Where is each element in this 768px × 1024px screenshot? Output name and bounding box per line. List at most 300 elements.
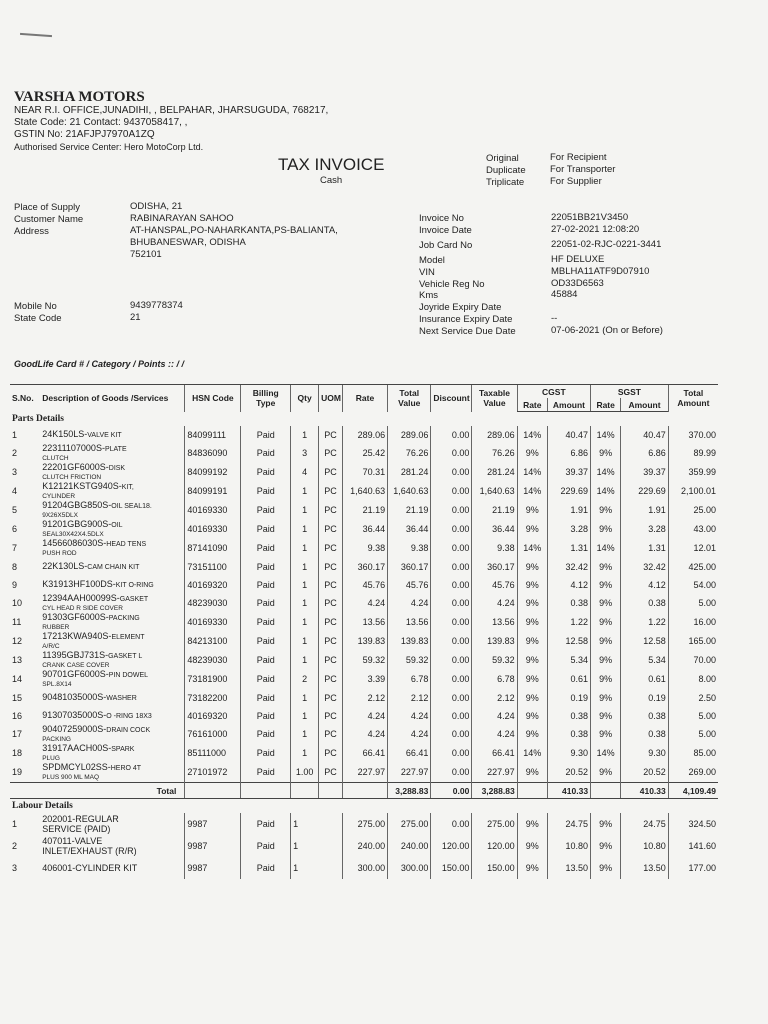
item-sno: 16	[12, 710, 23, 721]
item-cgst-rate: 9%	[517, 594, 547, 613]
item-description	[40, 613, 185, 632]
item-part-code: 91307035000S-	[42, 710, 107, 720]
joyride-label: Joyride Expiry Date	[419, 302, 502, 314]
item-discount: 0.00	[431, 426, 472, 444]
item-billing-type: Paid	[241, 463, 291, 482]
item-discount: 0.00	[431, 725, 472, 744]
place-label: Place of Supply	[14, 202, 81, 213]
item-rate: 139.83	[342, 632, 387, 651]
labour-description	[40, 857, 185, 879]
item-sgst-amount: 6.86	[621, 444, 668, 463]
item-description-line2: SERVICE (PAID)	[42, 824, 111, 834]
labour-total-value: 240.00	[388, 835, 431, 857]
labour-cgst-amount: 13.50	[547, 857, 590, 879]
item-total-value: 45.76	[388, 576, 431, 594]
item-rate: 4.24	[342, 707, 387, 725]
item-part-name: PLATE	[104, 446, 127, 453]
item-sno: 11	[12, 617, 22, 627]
col-uom: UOM	[319, 385, 343, 412]
item-discount: 0.00	[431, 707, 472, 725]
item-uom: PC	[319, 594, 343, 613]
customer-name-label: Customer Name	[14, 214, 84, 225]
item-part-code: 14566086030S-	[42, 539, 107, 548]
table-row	[10, 444, 718, 463]
item-part-name: GASKET	[119, 596, 149, 603]
item-cgst-rate: 9%	[517, 725, 547, 744]
item-hsn: 76161000	[185, 725, 241, 744]
labour-uom-blank	[319, 857, 343, 879]
table-row	[10, 576, 718, 594]
item-uom: PC	[319, 463, 343, 482]
item-hsn: 40169330	[185, 613, 241, 632]
total-blank	[319, 783, 343, 799]
item-sgst-amount: 0.38	[621, 594, 668, 613]
item-cgst-rate: 14%	[517, 744, 547, 763]
item-sgst-rate: 9%	[591, 651, 621, 670]
invoice-title: TAX INVOICE	[278, 155, 385, 174]
item-part-code: 91201GBG900S-	[42, 520, 112, 529]
item-discount: 0.00	[431, 594, 472, 613]
labour-qty: 1	[291, 835, 319, 857]
labour-total-amount: 324.50	[668, 813, 718, 835]
item-part-name: PIN DOWEL	[108, 672, 149, 679]
item-rate: 227.97	[342, 763, 387, 783]
item-billing-type: Paid	[241, 689, 291, 707]
item-hsn: 27101972	[185, 763, 241, 783]
total-blank	[291, 783, 319, 799]
item-part-code: K12121KSTG940S-	[42, 482, 122, 491]
item-rate: 289.06	[342, 426, 387, 444]
item-total-amount: 425.00	[668, 558, 718, 576]
table-row	[10, 689, 718, 707]
total-taxable: 3,288.83	[472, 783, 517, 799]
place-value: ODISHA, 21	[130, 201, 183, 212]
item-cgst-amount: 1.91	[547, 501, 590, 520]
labour-sgst-rate: 9%	[591, 813, 621, 835]
item-sgst-amount: 1.22	[621, 613, 668, 632]
item-uom: PC	[319, 558, 343, 576]
item-total-value: 1,640.63	[388, 482, 431, 501]
labour-total-amount: 141.60	[668, 835, 718, 857]
item-part-name: DISK	[108, 465, 126, 472]
table-header-row	[10, 385, 718, 399]
col-cgst-rate: Rate	[517, 398, 547, 412]
labour-sgst-rate: 9%	[591, 835, 621, 857]
item-discount: 0.00	[431, 613, 472, 632]
col-sgst: SGST	[591, 385, 669, 399]
item-uom: PC	[319, 689, 343, 707]
item-hsn: 87141090	[185, 539, 241, 558]
item-description	[40, 670, 185, 689]
item-total-value: 59.32	[388, 651, 431, 670]
item-total-amount: 85.00	[668, 744, 718, 763]
item-cgst-amount: 0.19	[547, 689, 590, 707]
address-label: Address	[14, 226, 49, 237]
item-taxable-value: 76.26	[472, 444, 517, 463]
item-taxable-value: 360.17	[472, 558, 517, 576]
item-sgst-amount: 4.12	[621, 576, 668, 594]
labour-rate: 300.00	[342, 857, 387, 879]
item-cgst-amount: 32.42	[547, 558, 590, 576]
item-total-amount: 43.00	[668, 520, 718, 539]
item-description	[40, 426, 185, 444]
item-uom: PC	[319, 651, 343, 670]
item-cgst-rate: 9%	[517, 558, 547, 576]
copy-purpose: For Recipient	[550, 152, 607, 163]
item-sgst-amount: 32.42	[621, 558, 668, 576]
item-qty: 1	[291, 520, 319, 539]
table-row	[10, 482, 718, 501]
address-line3: 752101	[130, 249, 162, 260]
item-sgst-amount: 0.61	[621, 670, 668, 689]
copy-purposes	[550, 152, 615, 188]
item-cgst-amount: 1.22	[547, 613, 590, 632]
item-sgst-rate: 9%	[591, 520, 621, 539]
col-qty: Qty	[291, 385, 319, 412]
table-row	[10, 725, 718, 744]
item-sgst-rate: 9%	[591, 594, 621, 613]
labour-description	[40, 835, 185, 857]
item-discount: 0.00	[431, 463, 472, 482]
customer-name-value: RABINARAYAN SAHOO	[130, 213, 234, 224]
item-billing-type: Paid	[241, 576, 291, 594]
item-total-value: 2.12	[388, 689, 431, 707]
item-total-value: 4.24	[388, 725, 431, 744]
item-sno: 15	[12, 692, 23, 703]
total-blank	[241, 783, 291, 799]
item-sgst-rate: 9%	[591, 670, 621, 689]
vin-label: VIN	[419, 266, 435, 278]
copy-labels	[486, 153, 526, 189]
item-part-name-line2: SEAL30X42X4.5DLX	[42, 531, 104, 538]
parts-section-row	[10, 412, 718, 427]
item-sgst-amount: 229.69	[621, 482, 668, 501]
col-billing-type: Billing Type	[241, 385, 291, 412]
item-part-name-line2: PUSH ROD	[42, 550, 77, 557]
item-description	[40, 632, 185, 651]
item-hsn: 48239030	[185, 651, 241, 670]
item-total-value: 9.38	[388, 539, 431, 558]
item-discount: 0.00	[431, 482, 472, 501]
shop-gstin: GSTIN No: 21AFJPJ7970A1ZQ	[14, 129, 155, 140]
labour-uom-blank	[319, 835, 343, 857]
item-part-name: SPARK	[111, 746, 135, 753]
labour-total-value: 300.00	[388, 857, 431, 879]
next-service-value: 07-06-2021 (On or Before)	[551, 325, 663, 337]
item-billing-type: Paid	[241, 632, 291, 651]
item-description-line1: 202001-REGULAR	[42, 814, 119, 824]
item-cgst-amount: 6.86	[547, 444, 590, 463]
labour-hsn: 9987	[185, 813, 241, 835]
labour-sgst-amount: 10.80	[621, 835, 668, 857]
item-discount: 0.00	[431, 651, 472, 670]
table-row	[10, 707, 718, 725]
item-total-value: 4.24	[388, 594, 431, 613]
total-blank	[10, 783, 40, 799]
item-billing-type: Paid	[241, 763, 291, 783]
item-discount: 0.00	[431, 520, 472, 539]
labour-billing-type: Paid	[241, 813, 291, 835]
item-total-value: 139.83	[388, 632, 431, 651]
item-discount: 0.00	[431, 632, 472, 651]
item-taxable-value: 281.24	[472, 463, 517, 482]
item-hsn: 40169330	[185, 520, 241, 539]
labour-discount: 0.00	[431, 813, 472, 835]
item-hsn: 40169330	[185, 501, 241, 520]
item-qty: 1	[291, 482, 319, 501]
item-qty: 1	[291, 651, 319, 670]
item-cgst-rate: 9%	[517, 707, 547, 725]
item-description	[40, 482, 185, 501]
item-cgst-amount: 5.34	[547, 651, 590, 670]
item-rate: 59.32	[342, 651, 387, 670]
item-sno: 17	[12, 729, 23, 739]
mobile-value: 9439778374	[130, 300, 183, 311]
col-total-value: Total Value	[388, 385, 431, 412]
item-description	[40, 463, 185, 482]
item-cgst-rate: 14%	[517, 463, 547, 482]
item-billing-type: Paid	[241, 482, 291, 501]
labour-row	[10, 813, 718, 835]
item-cgst-amount: 40.47	[547, 426, 590, 444]
item-part-code: 91204GBG850S-	[42, 501, 112, 510]
item-sgst-amount: 12.58	[621, 632, 668, 651]
copy-purpose: For Supplier	[550, 176, 602, 187]
address-line2: BHUBANESWAR, ODISHA	[130, 237, 246, 248]
item-hsn: 84213100	[185, 632, 241, 651]
item-total-amount: 12.01	[668, 539, 718, 558]
item-cgst-amount: 0.61	[547, 670, 590, 689]
item-description	[40, 444, 185, 463]
item-hsn: 40169320	[185, 576, 241, 594]
item-billing-type: Paid	[241, 651, 291, 670]
item-billing-type: Paid	[241, 520, 291, 539]
item-sgst-rate: 14%	[591, 426, 621, 444]
item-taxable-value: 2.12	[472, 689, 517, 707]
item-sno: 19	[12, 767, 23, 777]
item-hsn: 84099192	[185, 463, 241, 482]
item-rate: 9.38	[342, 539, 387, 558]
item-rate: 4.24	[342, 725, 387, 744]
reg-label: Vehicle Reg No	[419, 278, 485, 290]
item-part-name-line2: PACKING	[42, 736, 71, 743]
shop-name: VARSHA MOTORS	[14, 89, 145, 105]
col-taxable-value: Taxable Value	[472, 385, 517, 412]
invoice-date-value: 27-02-2021 12:08:20	[551, 223, 640, 235]
table-row	[10, 632, 718, 651]
item-total-amount: 8.00	[668, 670, 718, 689]
item-total-amount: 89.99	[668, 444, 718, 463]
item-uom: PC	[319, 482, 343, 501]
labour-cgst-rate: 9%	[517, 813, 547, 835]
labour-sno: 2	[12, 841, 18, 851]
service-center: Authorised Service Center: Hero MotoCorp Ltd.	[14, 142, 204, 152]
item-rate: 2.12	[342, 689, 387, 707]
item-uom: PC	[319, 613, 343, 632]
table-row	[10, 463, 718, 482]
item-uom: PC	[319, 576, 343, 594]
copy-label: Original	[486, 153, 519, 164]
labour-rate: 240.00	[342, 835, 387, 857]
item-sno: 4	[12, 486, 18, 496]
item-part-name-line2: CLUTCH	[42, 455, 69, 462]
invoice-table	[10, 384, 718, 879]
item-uom: PC	[319, 632, 343, 651]
item-discount: 0.00	[431, 763, 472, 783]
item-taxable-value: 36.44	[472, 520, 517, 539]
item-sgst-rate: 9%	[591, 613, 621, 632]
item-qty: 1	[291, 632, 319, 651]
item-part-name-line2: 9X26X5DLX	[42, 512, 78, 519]
item-rate: 21.19	[342, 501, 387, 520]
item-discount: 0.00	[431, 539, 472, 558]
labour-qty: 1	[291, 813, 319, 835]
item-cgst-rate: 9%	[517, 763, 547, 783]
item-total-value: 360.17	[388, 558, 431, 576]
table-row	[10, 651, 718, 670]
labour-sno: 1	[12, 819, 18, 829]
item-qty: 4	[291, 463, 319, 482]
item-total-amount: 359.99	[668, 463, 718, 482]
item-sgst-amount: 5.34	[621, 651, 668, 670]
item-taxable-value: 6.78	[472, 670, 517, 689]
item-part-name-line2: PLUG	[42, 755, 60, 762]
item-sgst-amount: 0.19	[621, 689, 668, 707]
item-sgst-rate: 9%	[591, 501, 621, 520]
item-cgst-rate: 9%	[517, 651, 547, 670]
total-label: Total	[40, 783, 185, 799]
col-description: Description of Goods /Services	[40, 385, 185, 412]
item-sno: 7	[12, 543, 18, 553]
parts-total-row	[10, 783, 718, 799]
item-sno: 6	[12, 524, 18, 534]
model-value: HF DELUXE	[551, 253, 605, 265]
job-card-label: Job Card No	[419, 239, 473, 251]
item-cgst-amount: 229.69	[547, 482, 590, 501]
item-uom: PC	[319, 744, 343, 763]
item-billing-type: Paid	[241, 744, 291, 763]
col-cgst: CGST	[517, 385, 590, 399]
item-sgst-rate: 14%	[591, 539, 621, 558]
labour-sno: 3	[12, 863, 18, 873]
item-billing-type: Paid	[241, 613, 291, 632]
item-hsn: 73151100	[185, 558, 241, 576]
item-sgst-amount: 9.30	[621, 744, 668, 763]
item-total-value: 66.41	[388, 744, 431, 763]
total-blank	[342, 783, 387, 799]
item-sgst-amount: 20.52	[621, 763, 668, 783]
item-sgst-rate: 14%	[591, 482, 621, 501]
item-cgst-amount: 9.30	[547, 744, 590, 763]
labour-sgst-amount: 13.50	[621, 857, 668, 879]
item-total-amount: 5.00	[668, 594, 718, 613]
table-row	[10, 763, 718, 783]
item-taxable-value: 4.24	[472, 725, 517, 744]
item-total-value: 4.24	[388, 707, 431, 725]
item-billing-type: Paid	[241, 426, 291, 444]
labour-taxable-value: 150.00	[472, 857, 517, 879]
item-uom: PC	[319, 539, 343, 558]
vin-value: MBLHA11ATF9D07910	[551, 265, 650, 277]
invoice-subtitle: Cash	[320, 175, 343, 186]
item-sgst-amount: 40.47	[621, 426, 668, 444]
item-part-name-line2: CYLINDER	[42, 493, 76, 500]
item-part-name: ELEMENT	[111, 634, 145, 641]
invoice-no-label: Invoice No	[419, 213, 464, 224]
item-uom: PC	[319, 426, 343, 444]
item-cgst-amount: 1.31	[547, 539, 590, 558]
labour-cgst-rate: 9%	[517, 857, 547, 879]
invoice-date-label: Invoice Date	[419, 224, 472, 236]
item-cgst-rate: 9%	[517, 501, 547, 520]
table-row	[10, 594, 718, 613]
item-sgst-rate: 9%	[591, 725, 621, 744]
state-code-value: 21	[130, 312, 141, 323]
item-sno: 9	[12, 579, 18, 590]
labour-rate: 275.00	[342, 813, 387, 835]
item-description-line1: 406001-CYLINDER KIT	[42, 863, 138, 873]
total-amount: 4,109.49	[668, 783, 718, 799]
item-description	[40, 539, 185, 558]
item-description-line2: INLET/EXHAUST (R/R)	[42, 846, 137, 856]
item-part-code: 24K150LS-	[42, 429, 88, 439]
totals-body	[10, 783, 718, 799]
item-discount: 0.00	[431, 670, 472, 689]
labour-billing-type: Paid	[241, 835, 291, 857]
item-hsn: 73182200	[185, 689, 241, 707]
labour-cgst-amount: 24.75	[547, 813, 590, 835]
item-qty: 1	[291, 689, 319, 707]
item-part-name: OIL SEAL18.	[111, 503, 152, 510]
item-discount: 0.00	[431, 558, 472, 576]
labour-row	[10, 857, 718, 879]
labour-description	[40, 813, 185, 835]
item-sno: 14	[12, 674, 23, 684]
item-part-name: OIL	[111, 522, 123, 529]
item-sno: 2	[12, 448, 18, 458]
item-billing-type: Paid	[241, 725, 291, 744]
item-cgst-rate: 9%	[517, 576, 547, 594]
table-row	[10, 558, 718, 576]
item-part-name: VALVE KIT	[87, 432, 122, 439]
labour-taxable-value: 275.00	[472, 813, 517, 835]
table-row	[10, 520, 718, 539]
item-qty: 1	[291, 725, 319, 744]
item-sno: 13	[12, 655, 23, 665]
item-sgst-rate: 9%	[591, 689, 621, 707]
item-billing-type: Paid	[241, 444, 291, 463]
item-billing-type: Paid	[241, 501, 291, 520]
item-part-name: WASHER	[106, 695, 137, 702]
item-cgst-amount: 0.38	[547, 594, 590, 613]
item-total-amount: 2.50	[668, 689, 718, 707]
total-sgst: 410.33	[621, 783, 668, 799]
insurance-label: Insurance Expiry Date	[419, 314, 513, 326]
item-part-code: 22K130LS-	[42, 561, 88, 571]
table-row	[10, 539, 718, 558]
item-cgst-amount: 0.38	[547, 725, 590, 744]
item-total-amount: 25.00	[668, 501, 718, 520]
col-sno: S.No.	[10, 385, 40, 412]
total-blank	[591, 783, 621, 799]
item-part-name: HERO 4T	[110, 765, 142, 772]
labour-total-value: 275.00	[388, 813, 431, 835]
shop-address: NEAR R.I. OFFICE,JUNADIHI, , BELPAHAR, JHARSUGUDA, 768217,	[14, 105, 329, 116]
item-total-value: 36.44	[388, 520, 431, 539]
labour-section-row	[10, 799, 718, 814]
item-description	[40, 520, 185, 539]
item-part-code: K31913HF100DS-	[42, 579, 116, 589]
